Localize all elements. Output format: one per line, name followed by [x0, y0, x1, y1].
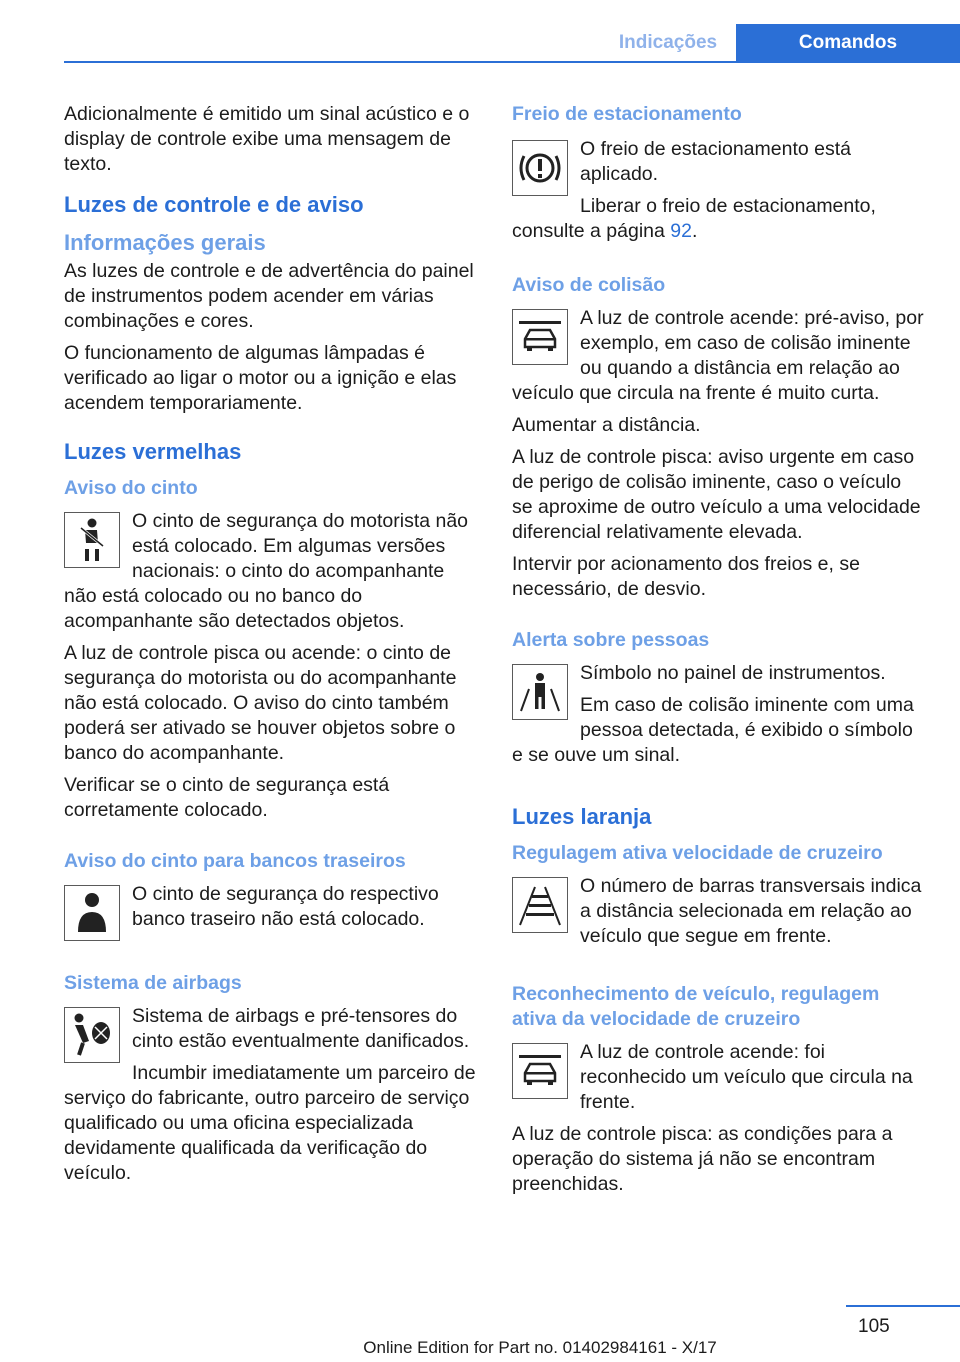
- section-freio: [512, 137, 926, 251]
- reconhecimento-paragraph-2: A luz de controle pisca: as condições para a operação do sistema já não se encontram preenchidas.: [512, 1123, 893, 1195]
- section-airbags: [64, 1004, 480, 1193]
- heading-luzes-laranja: Luzes laranja: [512, 804, 652, 829]
- pessoas-paragraph-2: Em caso de colisão iminente com uma pessoa detectada, é exibido o símbolo e se ouve um sinal.: [512, 694, 914, 766]
- parking-brake-icon: [512, 140, 568, 196]
- info-paragraph-1: As luzes de controle e de advertência do painel de instrumentos podem acender em várias combinações e cores.: [64, 260, 474, 332]
- vehicle-detected-icon: [512, 1043, 568, 1099]
- heading-alerta-pessoas: Alerta sobre pessoas: [512, 629, 710, 651]
- section-cruzeiro: [512, 874, 926, 956]
- heading-reconhecimento-veiculo: Reconhecimento de veículo, regulagem ativa da velocidade de cruzeiro: [512, 983, 880, 1030]
- info-paragraph-2: O funcionamento de algumas lâmpadas é verificado ao ligar o motor ou a ignição e elas acendem temporariamente.: [64, 342, 457, 414]
- rear-seat-occupant-icon: [64, 885, 120, 941]
- heading-freio-estacionamento: Freio de estacionamento: [512, 103, 742, 125]
- cinto-paragraph-3: Verificar se o cinto de segurança está corretamente colocado.: [64, 774, 390, 821]
- airbags-paragraph-2: Incumbir imediatamente um parceiro de serviço do fabricante, outro parceiro de serviço qualificado ou uma oficina especializada devidamente qualificada da verificação do veículo.: [64, 1062, 476, 1184]
- section-aviso-cinto: [64, 509, 480, 641]
- section-cinto-traseiro: [64, 882, 480, 945]
- airbag-icon: [64, 1007, 120, 1063]
- freio-paragraph-1: O freio de estacionamento está aplicado.: [580, 138, 851, 185]
- header-divider: [64, 61, 960, 63]
- pessoas-paragraph-1: Símbolo no painel de instrumentos.: [580, 662, 886, 684]
- left-column: [64, 102, 480, 1193]
- cinto-traseiro-paragraph: O cinto de segurança do respectivo banco traseiro não está colocado.: [132, 883, 439, 930]
- heading-aviso-cinto-traseiro: Aviso do cinto para bancos traseiros: [64, 850, 406, 872]
- heading-luzes-vermelhas: Luzes vermelhas: [64, 439, 242, 464]
- footer-divider: [846, 1305, 960, 1307]
- section-reconhecimento: [512, 1040, 926, 1204]
- section-pessoas: [512, 661, 926, 775]
- heading-aviso-cinto: Aviso do cinto: [64, 477, 198, 499]
- tab-comandos[interactable]: Comandos: [736, 24, 960, 62]
- tab-indicacoes[interactable]: Indicações: [600, 24, 736, 62]
- airbags-paragraph-1: Sistema de airbags e pré-tensores do cinto estão eventualmente danificados.: [132, 1005, 470, 1052]
- footer-edition: Online Edition for Part no. 01402984161 - X/17: [363, 1338, 717, 1357]
- heading-informacoes-gerais: Informações gerais: [64, 230, 266, 255]
- collision-warning-car-icon: [512, 309, 568, 365]
- seatbelt-warning-icon: [64, 512, 120, 568]
- heading-aviso-colisao: Aviso de colisão: [512, 274, 666, 296]
- intro-paragraph: Adicionalmente é emitido um sinal acústico e o display de controle exibe uma mensagem de texto.: [64, 103, 470, 175]
- colisao-paragraph-3: A luz de controle pisca: aviso urgente em caso de perigo de colisão iminente, caso o veículo se aproxime de outro veículo a uma velocidade diferencial relativamente elevada.: [512, 446, 921, 543]
- cinto-paragraph-2: A luz de controle pisca ou acende: o cinto de segurança do motorista ou do acompanhante não está colocado. O aviso do cinto também poderá ser ativado se houver objetos sobre o banco do acompanhante.: [64, 642, 457, 764]
- active-cruise-distance-icon: [512, 877, 568, 933]
- reconhecimento-paragraph-1: A luz de controle acende: foi reconhecido um veículo que circula na frente.: [580, 1041, 913, 1113]
- colisao-paragraph-4: Intervir por acionamento dos freios e, se necessário, de desvio.: [512, 553, 860, 600]
- right-column: [512, 102, 926, 1204]
- pedestrian-warning-icon: [512, 664, 568, 720]
- section-colisao: [512, 306, 926, 413]
- freio-paragraph-2: Liberar o freio de estacionamento, consulte a página 92.: [512, 195, 876, 242]
- heading-regulagem-cruzeiro: Regulagem ativa velocidade de cruzeiro: [512, 842, 883, 864]
- colisao-paragraph-1: A luz de controle acende: pré-aviso, por exemplo, em caso de colisão iminente ou quando a distância em relação ao veículo que circula na frente é muito curta.: [512, 307, 924, 404]
- cinto-paragraph-1: O cinto de segurança do motorista não está colocado. Em algumas versões nacionais: o cinto do acompanhante não está colocado ou no banco do acompanhante são detectados objetos.: [64, 510, 469, 632]
- heading-sistema-airbags: Sistema de airbags: [64, 972, 242, 994]
- heading-luzes-controle: Luzes de controle e de aviso: [64, 192, 364, 217]
- colisao-paragraph-2: Aumentar a distância.: [512, 414, 701, 436]
- cruzeiro-paragraph: O número de barras transversais indica a distância selecionada em relação ao veículo que segue em frente.: [580, 875, 922, 947]
- page-number: 105: [858, 1316, 890, 1337]
- page-link-92[interactable]: 92: [670, 220, 692, 242]
